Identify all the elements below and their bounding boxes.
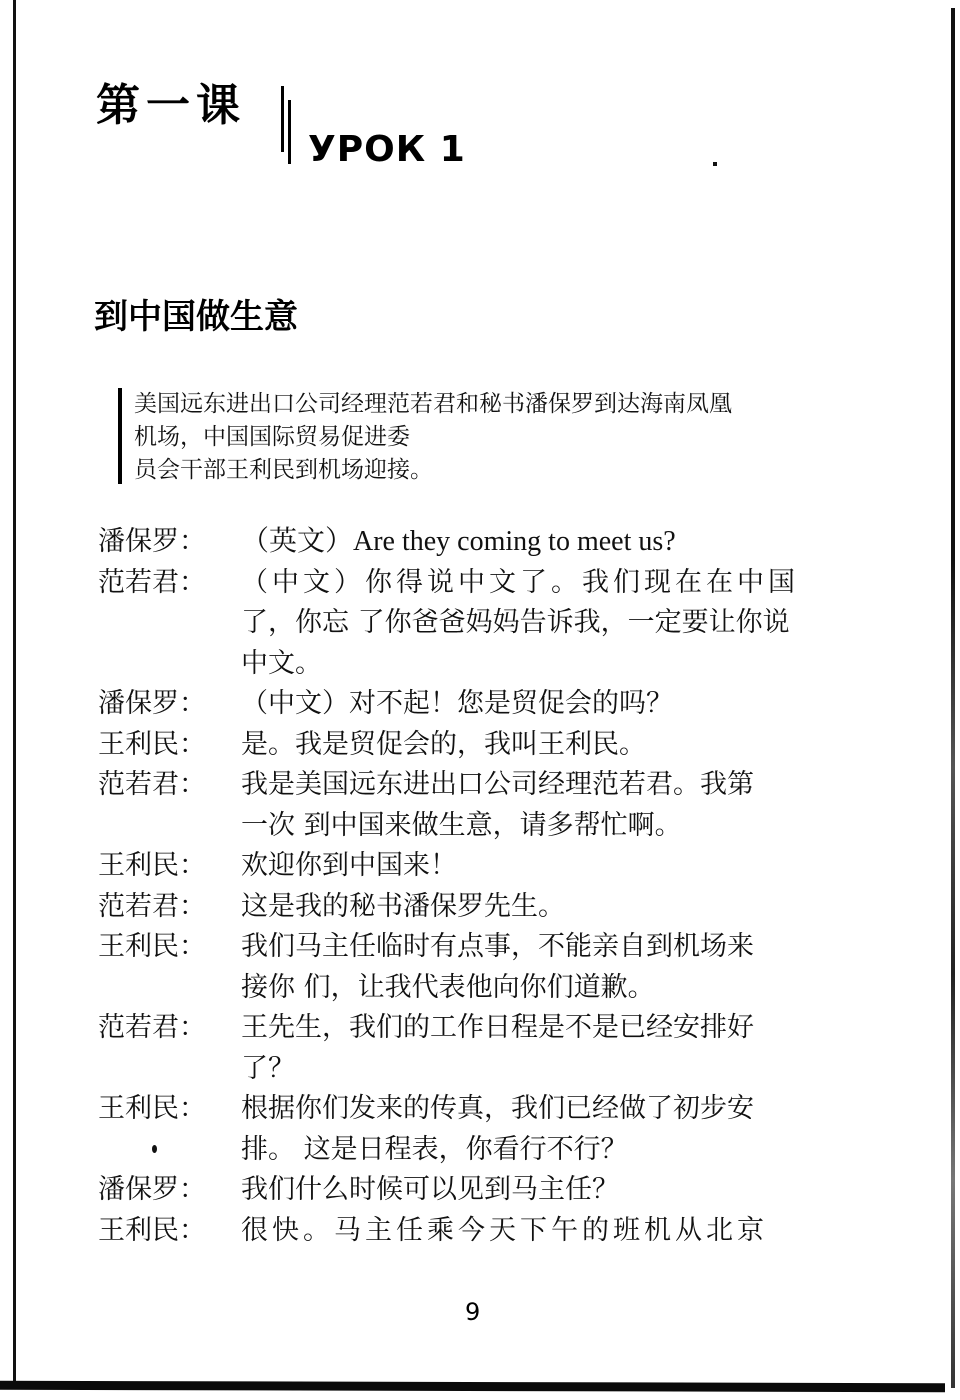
dialogue-turn — [98, 1089, 858, 1170]
lesson-heading-chinese: 第一课 — [96, 80, 246, 131]
speaker-label: 潘保罗： — [98, 688, 206, 719]
divider-bar — [281, 86, 284, 152]
dialogue-line: 我是美国远东进出口公司经理范若君。我第 — [241, 769, 754, 800]
dialogue-line: 根据你们发来的传真，我们已经做了初步安 — [241, 1093, 754, 1124]
speaker-label: 潘保罗： — [98, 526, 206, 557]
speaker-label: 潘保罗： — [98, 1174, 206, 1205]
dialogue — [98, 522, 858, 1251]
dialogue-line: （英文）Are they coming to meet us? — [241, 526, 676, 557]
speaker-label: 范若君： — [98, 769, 206, 800]
intro-side-bar — [118, 388, 122, 484]
dialogue-line: （中文）你得说中文了。我们现在在中国 — [241, 566, 799, 598]
dialogue-turn — [98, 1211, 858, 1252]
dialogue-line: 接你 们，让我代表他向你们道歉。 — [241, 971, 655, 1003]
dialogue-line: 是。我是贸促会的，我叫王利民。 — [241, 728, 646, 760]
dialogue-turn — [98, 846, 858, 887]
dialogue-line: 排。 这是日程表，你看行不行？ — [241, 1133, 628, 1165]
dialogue-line: 我们什么时候可以见到马主任？ — [241, 1174, 619, 1205]
dialogue-turn — [98, 927, 858, 1008]
speaker-label: 范若君： — [98, 566, 206, 598]
dialogue-line: 王先生，我们的工作日程是不是已经安排好 — [241, 1012, 754, 1043]
dialogue-line: 了，你忘 了你爸爸妈妈告诉我，一定要让你说 — [241, 607, 790, 638]
dialogue-line: 一次 到中国来做生意，请多帮忙啊。 — [241, 809, 682, 841]
scan-speck — [713, 162, 717, 166]
speaker-label: 王利民： — [98, 931, 206, 962]
divider-bar — [288, 100, 291, 164]
dialogue-turn — [98, 1008, 858, 1089]
speaker-label: 王利民： — [98, 850, 206, 881]
lesson-title: 到中国做生意 — [94, 297, 298, 337]
intro-line: 机场，中国国际贸易促进委 — [134, 424, 410, 450]
dialogue-turn — [98, 522, 858, 563]
speaker-label: 范若君： — [98, 1012, 206, 1043]
dialogue-turn — [98, 684, 858, 725]
page-border-right — [951, 8, 955, 1388]
dialogue-line: 欢迎你到中国来！ — [241, 850, 457, 881]
page-number: 9 — [465, 1298, 481, 1326]
page-border-left — [13, 0, 16, 1385]
dialogue-line: 中文。 — [241, 647, 322, 679]
dialogue-line: （中文）对不起！您是贸促会的吗？ — [241, 688, 673, 719]
speaker-label: 范若君： — [98, 890, 206, 922]
dialogue-turn — [98, 725, 858, 766]
dialogue-line: 我们马主任临时有点事，不能亲自到机场来 — [241, 931, 754, 962]
intro-line: 美国远东进出口公司经理范若君和秘书潘保罗到达海南凤凰 — [134, 391, 732, 417]
intro-line: 员会干部王利民到机场迎接。 — [134, 457, 433, 483]
lesson-heading-russian: УРОК 1 — [308, 129, 466, 170]
speaker-label: 王利民： — [98, 1093, 206, 1124]
page-border-bottom — [0, 1381, 945, 1392]
dialogue-turn — [98, 563, 858, 685]
dialogue-line: 了？ — [241, 1052, 295, 1084]
heading-divider — [281, 86, 293, 166]
scan-speck — [152, 1145, 157, 1153]
speaker-label: 王利民： — [98, 1214, 206, 1246]
dialogue-turn — [98, 1170, 858, 1211]
dialogue-line: 这是我的秘书潘保罗先生。 — [241, 890, 565, 922]
dialogue-turn — [98, 765, 858, 846]
dialogue-line: 很快。马主任乘今天下午的班机从北京 — [241, 1214, 768, 1246]
dialogue-turn — [98, 887, 858, 928]
speaker-label: 王利民： — [98, 728, 206, 760]
